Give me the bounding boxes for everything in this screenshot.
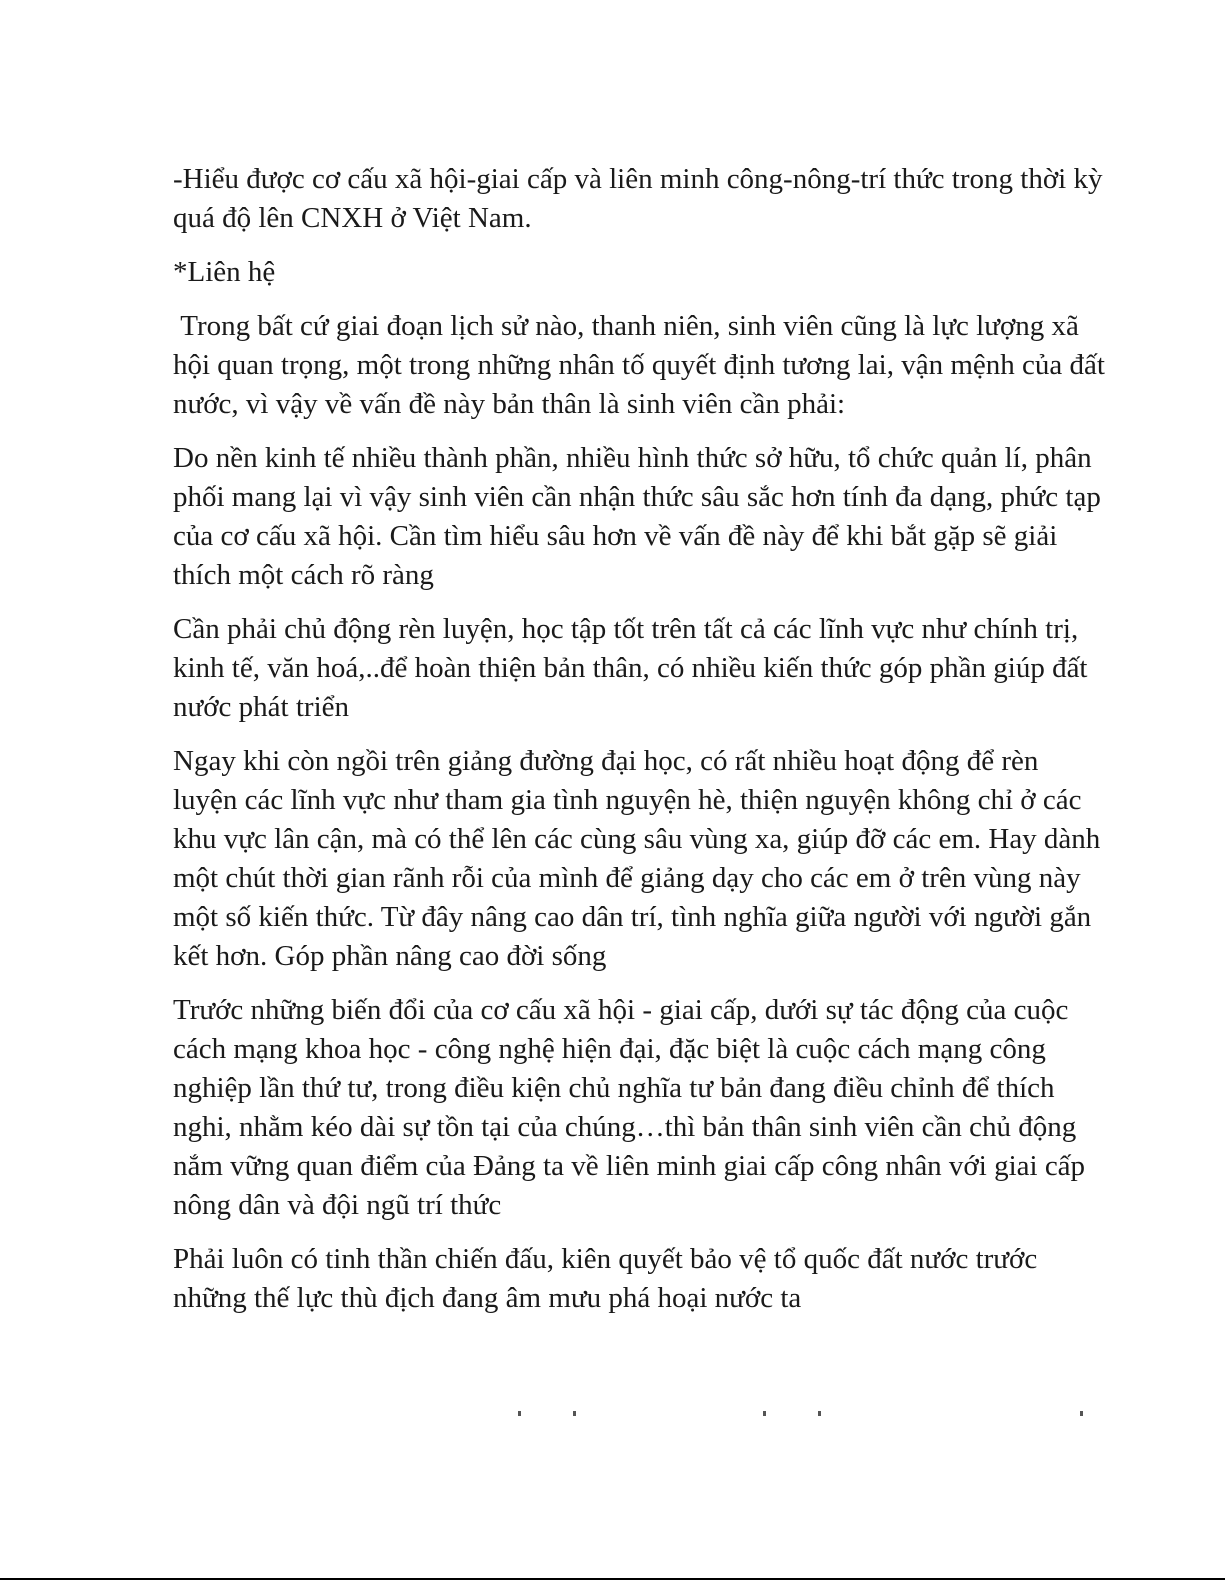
diacritic-mark: [518, 1411, 521, 1416]
document-body: [173, 160, 1113, 1333]
diacritic-mark: [573, 1411, 576, 1416]
cut-off-next-line: [173, 1411, 1108, 1423]
paragraph-volunteering: Ngay khi còn ngồi trên giảng đường đại học, có rất nhiều hoạt động để rèn luyện các lĩnh vực như tham gia tình nguyện hè, thiện nguyện không chỉ ở các khu vực lân cận, mà có thể lên các cùng sâu vùng xa, giúp đỡ các em. Hay dành một chút thời gian rãnh rỗi của mình để giảng dạy cho các em ở trên vùng này một số kiến thức. Từ đây nâng cao dân trí, tình nghĩa giữa người với người gắn kết hơn. Góp phần nâng cao đời sống: [173, 745, 1108, 972]
paragraph-class-structure: Trước những biến đổi của cơ cấu xã hội - giai cấp, dưới sự tác động của cuộc cách mạng khoa học - công nghệ hiện đại, đặc biệt là cuộc cách mạng công nghiệp lần thứ tư, trong điều kiện chủ nghĩa tư bản đang điều chỉnh để thích nghi, nhằm kéo dài sự tồn tại của chúng…thì bản thân sinh viên cần chủ động nắm vững quan điểm của Đảng ta về liên minh giai cấp công nhân với giai cấp nông dân và đội ngũ trí thức: [173, 994, 1093, 1221]
paragraph-intro: Trong bất cứ giai đoạn lịch sử nào, thanh niên, sinh viên cũng là lực lượng xã hội quan trọng, một trong những nhân tố quyết định tương lai, vận mệnh của đất nước, vì vậy về vấn đề này bản thân là sinh viên cần phải:: [173, 310, 1113, 420]
diacritic-mark: [763, 1411, 766, 1416]
paragraph-self-training: Cần phải chủ động rèn luyện, học tập tốt trên tất cả các lĩnh vực như chính trị, kinh tế, văn hoá,..để hoàn thiện bản thân, có nhiều kiến thức góp phần giúp đất nước phát triển: [173, 613, 1095, 723]
diacritic-mark: [818, 1411, 821, 1416]
paragraph-objective: -Hiểu được cơ cấu xã hội-giai cấp và liên minh công-nông-trí thức trong thời kỳ quá độ lên CNXH ở Việt Nam.: [173, 163, 1110, 234]
diacritic-mark: [1080, 1411, 1083, 1416]
page-bottom-border: [0, 1578, 1225, 1580]
section-heading-lien-he: *Liên hệ: [173, 256, 276, 288]
paragraph-economy: Do nền kinh tế nhiều thành phần, nhiều hình thức sở hữu, tổ chức quản lí, phân phối mang lại vì vậy sinh viên cần nhận thức sâu sắc hơn tính đa dạng, phức tạp của cơ cấu xã hội. Cần tìm hiểu sâu hơn về vấn đề này để khi bắt gặp sẽ giải thích một cách rõ ràng: [173, 442, 1109, 591]
paragraph-defend-country: Phải luôn có tinh thần chiến đấu, kiên quyết bảo vệ tổ quốc đất nước trước những thế lực thù địch đang âm mưu phá hoại nước ta: [173, 1243, 1045, 1314]
